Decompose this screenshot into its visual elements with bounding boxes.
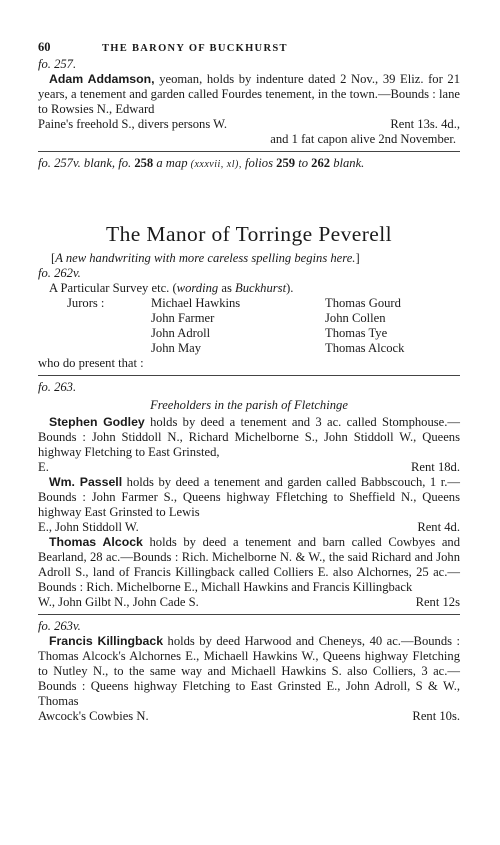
juror-name: John May [151,341,202,355]
rent-value: Rent 13s. 4d., [390,117,460,131]
folio-262v: fo. 262v. [38,266,81,280]
entry-addamson-rent-line: Paine's freehold S., divers persons W. Rent 13s. 4d., [38,117,460,131]
page-number: 60 [38,40,51,54]
juror-name: John Collen [325,311,386,325]
tenant-name: Adam Addamson, [49,72,155,86]
handwriting-note: [A new handwriting with more careless spelling begins here.] [51,251,360,265]
tenant-name: Francis Killingback [49,634,164,648]
divider-rule [38,375,460,376]
juror-name: Thomas Tye [325,326,388,340]
entry-addamson-text: Adam Addamson, yeoman, holds by indenture dated 2 Nov., 39 Eliz. for 21 years, a tenement and garden called Fourdes tenement, in the town.—Bounds : lane to Rowsies N., Edward [38,72,461,116]
juror-name: Michael Hawkins [151,296,241,310]
tenant-name: Thomas Alcock [49,535,143,549]
rent-value: Rent 12s [415,595,460,609]
tenant-name: Stephen Godley [49,415,145,429]
document-page [38,40,460,724]
divider-rule [38,151,460,152]
juror-name: John Adroll [151,326,211,340]
divider-rule [38,614,460,615]
entry-addamson-capon: and 1 fat capon alive 2nd November. [270,132,456,146]
entry-addamson [38,72,460,147]
juror-name: John Farmer [151,311,215,325]
rent-value: Rent 10s. [412,709,460,723]
entry-godley: Stephen Godley holds by deed a tenement and 3 ac. called Stomphouse.—Bounds : John Stiddoll N., Richard Michelborne S., John Stiddoll W., Queens highway Fletching to East Grinsted, E. Rent 18d. [38,415,461,474]
entry-passell: Wm. Passell holds by deed a tenement and garden called Babbscouch, 1 r.—Bounds : John Farmer S., Queens highway Ffletching to Sheffield N., Queens highway East Grinsted to Lewis E., John Stiddoll W. Rent 4d. [38,475,460,534]
folio-263: fo. 263. [38,380,77,394]
jurors-list [38,296,460,356]
folio-263v: fo. 263v. [38,619,81,633]
section-title: The Manor of Torringe Peverell [106,222,392,246]
jurors-label: Jurors : [67,296,105,310]
tenant-name: Wm. Passell [49,475,123,489]
entry-killingback: Francis Killingback holds by deed Harwood and Cheneys, 40 ac.—Bounds : Thomas Alcock's Alchornes E., Michaell Hawkins W., Queens highway Fletching to Nutley N., to the same way and Michaell Hawkins S. also Colliers, 3 ac.—Bounds : Queens highway Fletching to East Grinsted E., John Adroll, S & W., Thomas Awcock's Cowbies N. Rent 10s. [38,634,461,723]
running-head [38,40,460,57]
juror-name: Thomas Alcock [325,341,405,355]
rent-value: Rent 4d. [417,520,460,534]
rent-value: Rent 18d. [411,460,460,474]
freeholders-heading: Freeholders in the parish of Fletchinge [150,398,348,412]
folio-257: fo. 257. [38,57,77,71]
present-line: who do present that : [38,356,144,370]
blank-folios-note: fo. 257v. blank, fo. 258 a map (xxxvii, xl), folios 259 to 262 blank. [38,156,365,170]
running-title: THE BARONY OF BUCKHURST [102,43,288,54]
survey-line: A Particular Survey etc. (wording as Buckhurst). [49,281,294,295]
entry-alcock: Thomas Alcock holds by deed a tenement and barn called Cowbyes and Bearland, 28 ac.—Bounds : Rich. Michelborne N. & W., the said Richard and John Adroll S., land of Francis Killingback called Colliers E. also Alchornes, 25 ac.—Bounds : Rich. Michelborne E., Michall Hawkins and Francis Killingback W., John Gilbt N., John Cade S. Rent 12s [38,535,461,609]
juror-name: Thomas Gourd [325,296,401,310]
